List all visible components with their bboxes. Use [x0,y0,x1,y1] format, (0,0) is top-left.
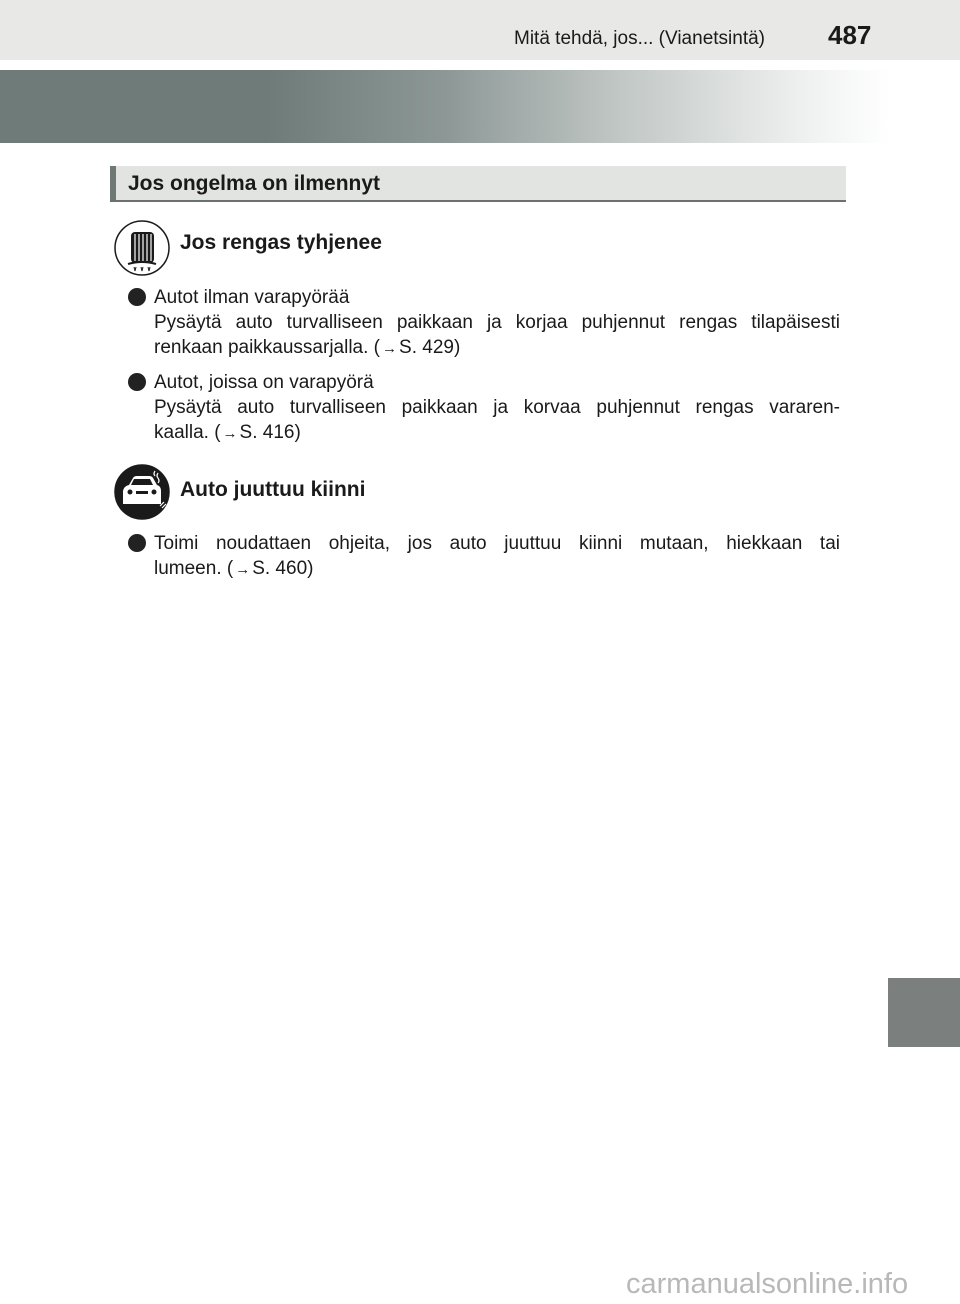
page-reference[interactable]: S. 460) [252,558,314,579]
item-text: Pysäytä auto turvalliseen paikkaan ja korvaa puhjennut rengas vararen- [154,397,840,418]
arrow-icon: → [382,340,398,357]
stuck-car-icon [114,464,170,520]
section-title: Jos ongelma on ilmennyt [128,172,381,195]
chapter-side-tab[interactable] [888,978,960,1047]
topic-heading-flat-tire: Jos rengas tyhjenee [180,231,382,254]
running-title: Mitä tehdä, jos... (Vianetsintä) [514,28,765,49]
item-text-prefix: lumeen. ( [154,558,234,579]
section-accent [110,166,116,200]
item-text-prefix: renkaan paikkaussarjalla. ( [154,337,381,358]
item-text: Pysäytä auto turvalliseen paikkaan ja korjaa puhjennut rengas tilapäisesti [154,312,840,333]
list-item [128,531,840,582]
item-text-cont [154,335,840,361]
item-text-cont [154,556,840,582]
bullet-icon [128,373,146,391]
page-number: 487 [828,20,872,50]
item-title: Autot, joissa on varapyörä [154,372,374,393]
page-header [0,0,960,60]
chapter-banner [0,70,890,143]
item-text: Toimi noudattaen ohjeita, jos auto juuttuu kiinni mutaan, hiekkaan tai [154,533,840,554]
list-item [128,285,840,361]
arrow-icon: → [235,561,251,578]
page-reference[interactable]: S. 416) [239,422,301,443]
watermark-text: carmanualsonline.info [626,1268,909,1300]
section-header [110,166,846,202]
item-text-prefix: kaalla. ( [154,422,221,443]
page-reference[interactable]: S. 429) [399,337,461,358]
list-item [128,370,840,446]
item-title: Autot ilman varapyörää [154,287,350,308]
arrow-icon: → [222,425,238,442]
bullet-icon [128,534,146,552]
topic-heading-stuck-car: Auto juuttuu kiinni [180,478,366,501]
item-text-cont [154,420,840,446]
flat-tire-icon [114,220,170,276]
bullet-icon [128,288,146,306]
